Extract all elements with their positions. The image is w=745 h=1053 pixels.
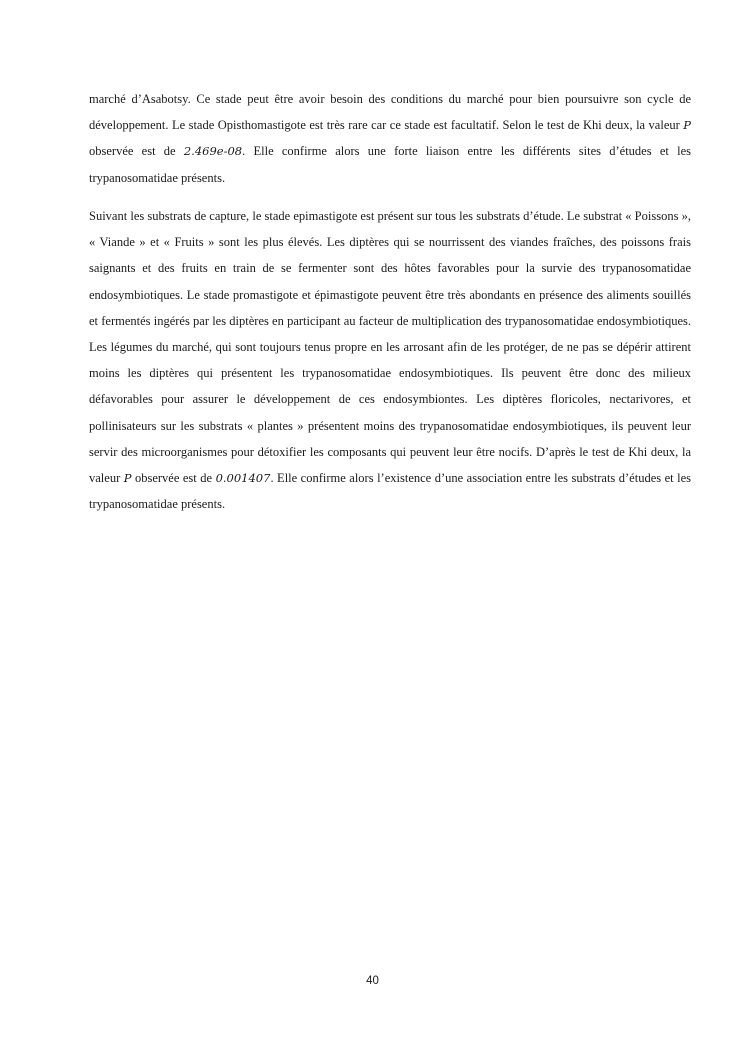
p-value-substrates: 0.001407: [215, 471, 271, 486]
paragraph-sites-text-end: . Elle confirme alors une forte liaison entre les différents sites d’études et les trypanosomatidae présents.: [89, 144, 691, 185]
paragraph-substrates-text-start: Suivant les substrats de capture, le stade epimastigote est présent sur tous les substrats d’étude. Le substrat « Poissons », « Viande » et « Fruits » sont les plus élevés. Les diptères qui se nourrissent des viandes fraîches, des poissons frais saignants et des fruits en train de se fermenter sont des hôtes favorables pour la survie des trypanosomatidae endosymbiotiques. Le stade promastigote et épimastigote peuvent être très abondants en présence des aliments souillés et fermentés ingérés par les diptères en participant au facteur de multiplication des trypanosomatidae endosymbiotiques. Les légumes du marché, qui sont toujours tenus propre en les arrosant afin de les protéger, de ne pas se dépérir attirent moins les diptères qui présentent les trypanosomatidae endosymbiotiques. Ils peuvent être donc des milieux défavorables pour assurer le développement de ces endosymbiontes. Les diptères floricoles, nectarivores, et pollinisateurs sur les substrats « plantes » présentent moins des trypanosomatidae endosymbiotiques, ils peuvent leur servir des microorganismes pour détoxifier les composants qui peuvent leur être nocifs. D’après le test de Khi deux, la valeur: [89, 209, 691, 486]
page-number: 40: [366, 975, 379, 987]
p-symbol: P: [683, 118, 691, 133]
paragraph-sites-text-start: marché d’Asabotsy. Ce stade peut être avoir besoin des conditions du marché pour bien poursuivre son cycle de développement. Le stade Opisthomastigote est très rare car ce stade est facultatif. Selon le test de Khi deux, la valeur: [89, 92, 691, 133]
p-value-sites: 2.469e-08: [183, 144, 243, 159]
paragraph-sites: [89, 86, 691, 191]
paragraph-substrates-text: [89, 203, 691, 517]
paragraph-substrates-text-end: . Elle confirme alors l’existence d’une association entre les substrats d’études et les trypanosomatidae présents.: [89, 471, 692, 512]
p-symbol: P: [123, 471, 132, 486]
paragraph-sites-text-mid: observée est de: [89, 144, 184, 159]
paragraph-substrates-text-mid: observée est de: [131, 471, 216, 486]
paragraph-substrates: [89, 203, 691, 517]
paragraph-sites-text: [89, 86, 691, 191]
